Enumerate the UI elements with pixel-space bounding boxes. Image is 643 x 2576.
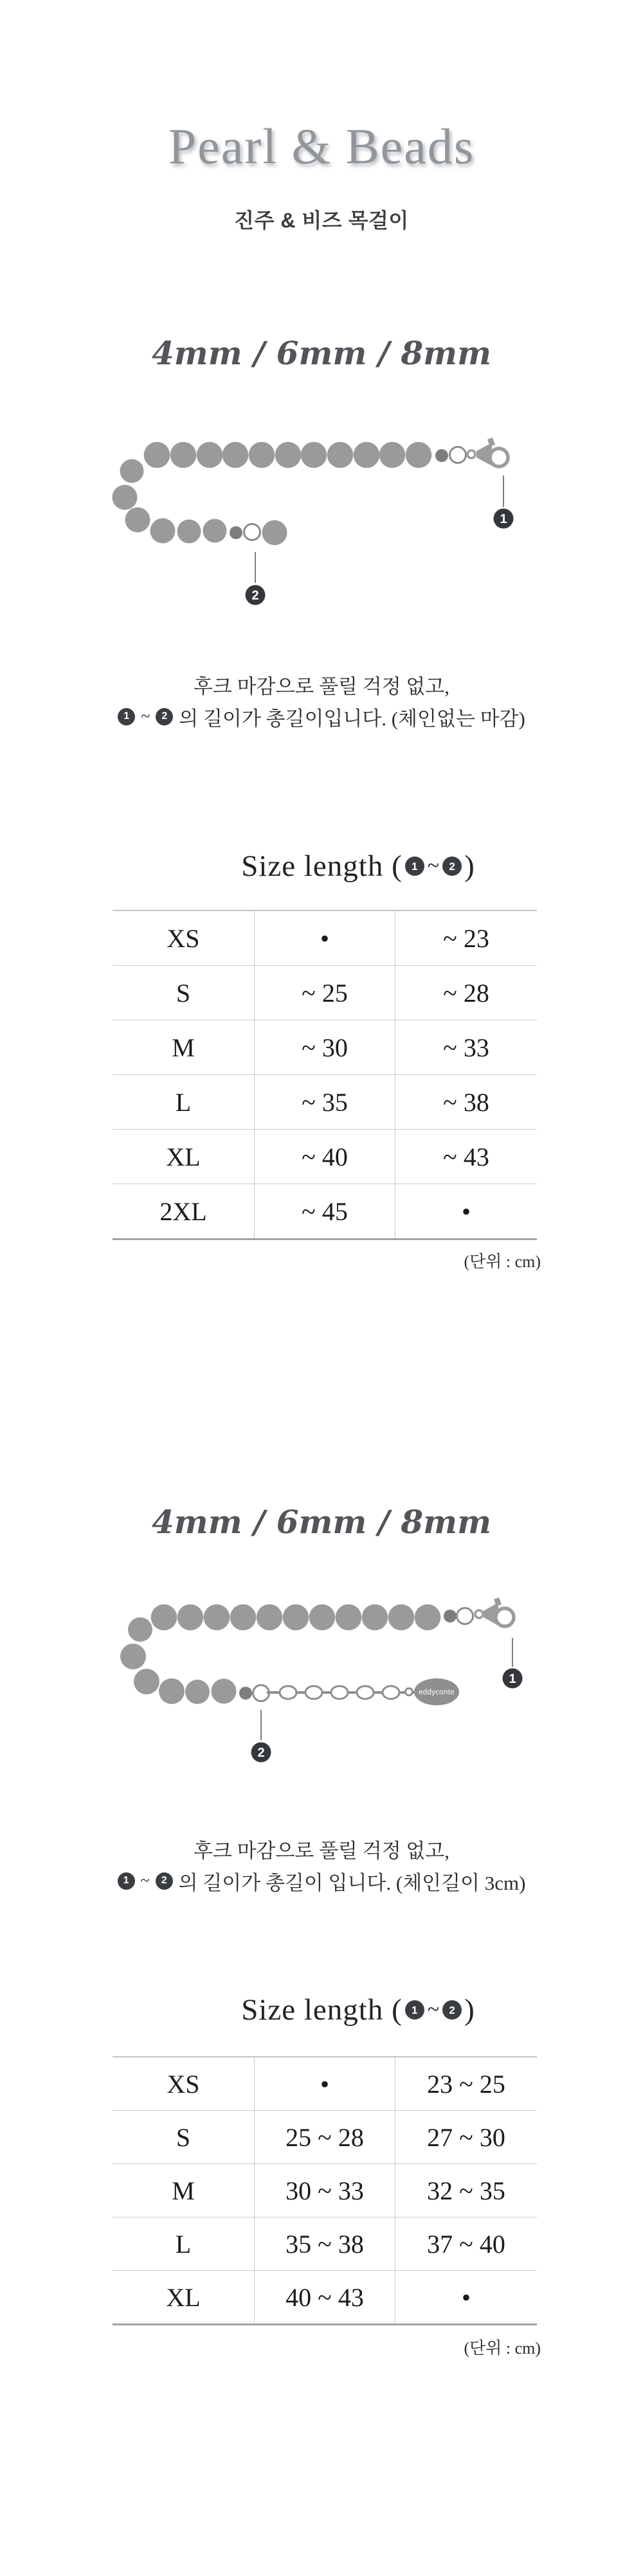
lobster-clasp-icon xyxy=(475,1597,514,1626)
bead xyxy=(275,442,302,468)
bead xyxy=(113,485,138,510)
size-length-heading-2 xyxy=(37,1991,643,2029)
necklace-diagram-2 xyxy=(96,1587,553,1773)
table-row xyxy=(113,2057,537,2110)
necklace-diagram-1 xyxy=(96,431,553,617)
bead xyxy=(150,519,176,544)
bead xyxy=(177,520,201,544)
length-cell: ~ 43 xyxy=(443,1142,489,1171)
length-cell: 32 ~ 35 xyxy=(427,2176,505,2205)
table-row xyxy=(113,2217,537,2270)
bead-size-label-2: 4mm / 6mm / 8mm xyxy=(152,1503,491,1541)
bead xyxy=(125,508,150,533)
tilde: ~ xyxy=(140,1871,150,1890)
jump-ring xyxy=(244,524,260,540)
unit-note: (단위 : cm) xyxy=(464,1252,541,1271)
bead xyxy=(379,442,406,468)
brand-tag xyxy=(414,1678,459,1705)
marker-2-badge: 2 xyxy=(156,708,173,725)
bead xyxy=(283,1604,309,1631)
marker-1-badge xyxy=(503,1669,523,1689)
size-cell: L xyxy=(175,2229,192,2259)
marker-2-badge xyxy=(251,1743,271,1763)
length-cell: 35 ~ 38 xyxy=(254,2217,395,2270)
length-cell: ~ 30 xyxy=(254,1020,395,1074)
svg-text:eddyconte: eddyconte xyxy=(419,1689,455,1696)
jump-ring xyxy=(457,1608,473,1624)
bead xyxy=(406,442,432,468)
bead xyxy=(222,442,249,468)
closure-note-2 xyxy=(0,1836,643,1896)
bead xyxy=(257,1604,283,1631)
bead xyxy=(362,1604,388,1631)
connector-bead xyxy=(230,526,242,539)
bead xyxy=(144,442,170,468)
length-cell: 37 ~ 40 xyxy=(427,2229,505,2259)
closure-note-1 xyxy=(0,672,643,731)
bead xyxy=(134,1669,159,1694)
length-cell: ~ 33 xyxy=(443,1033,489,1062)
length-cell: ~ 45 xyxy=(254,1184,395,1238)
table-row xyxy=(113,1020,537,1074)
bead xyxy=(120,1644,146,1669)
size-cell: XL xyxy=(166,1142,201,1171)
bead xyxy=(336,1604,362,1631)
table-row xyxy=(113,965,537,1020)
bead xyxy=(354,442,380,468)
table-row xyxy=(113,1074,537,1129)
table-row xyxy=(113,911,537,965)
note-line-2-text: 의 길이가 총길이 입니다. (체인길이 3cm) xyxy=(178,1871,526,1894)
length-cell: ~ 23 xyxy=(443,923,489,953)
length-cell: 27 ~ 30 xyxy=(427,2122,505,2152)
bead-size-label-1: 4mm / 6mm / 8mm xyxy=(152,334,491,372)
connector-bead xyxy=(435,449,448,462)
note-line-2 xyxy=(0,702,643,731)
chain-link xyxy=(305,1686,322,1699)
extension-chain xyxy=(267,1686,417,1699)
size-cell: XS xyxy=(167,2069,200,2099)
bead xyxy=(212,1679,237,1704)
size-table-1 xyxy=(113,910,537,1240)
length-cell: • xyxy=(254,2057,395,2110)
size-cell: XL xyxy=(166,2282,201,2312)
marker-2-badge: 2 xyxy=(156,1872,173,1890)
tilde: ~ xyxy=(141,707,150,725)
connector-bead xyxy=(444,1610,457,1622)
size-cell: L xyxy=(175,1087,192,1117)
size-cell: S xyxy=(176,978,191,1008)
size-cell: S xyxy=(176,2122,191,2152)
bead xyxy=(177,1604,204,1631)
length-cell: 40 ~ 43 xyxy=(254,2271,395,2323)
marker-1-badge: 1 xyxy=(405,2000,424,2020)
jump-ring xyxy=(253,1685,269,1701)
bead xyxy=(203,519,227,543)
bead xyxy=(230,1604,257,1631)
page-title: Pearl & Beads xyxy=(168,118,475,174)
table-row xyxy=(113,2110,537,2163)
bead-strand xyxy=(113,442,432,546)
svg-text:1: 1 xyxy=(509,1672,516,1686)
length-cell: 30 ~ 33 xyxy=(254,2164,395,2217)
marker-1-badge: 1 xyxy=(405,857,424,876)
note-line-1: 후크 마감으로 풀릴 걱정 없고, xyxy=(193,675,450,698)
size-cell: M xyxy=(172,2176,195,2205)
length-cell: ~ 35 xyxy=(254,1075,395,1129)
table-row xyxy=(113,1184,537,1238)
length-cell: ~ 28 xyxy=(443,978,489,1008)
marker-2-badge: 2 xyxy=(442,857,462,876)
length-cell: ~ 40 xyxy=(254,1130,395,1184)
bead xyxy=(159,1678,185,1704)
chain-link xyxy=(331,1686,348,1699)
heading-text: Size length ( xyxy=(241,849,403,883)
length-cell: • xyxy=(461,1196,471,1226)
bead xyxy=(120,459,144,483)
table-row xyxy=(113,1129,537,1184)
bead xyxy=(249,442,275,468)
unit-note: (단위 : cm) xyxy=(464,2339,541,2358)
marker-2-badge: 2 xyxy=(442,2000,462,2020)
jump-ring xyxy=(450,447,466,463)
note-line-1: 후크 마감으로 풀릴 걱정 없고, xyxy=(193,1840,450,1862)
size-cell: M xyxy=(172,1033,195,1062)
bead xyxy=(204,1604,230,1631)
length-cell: 25 ~ 28 xyxy=(254,2111,395,2163)
chain-link xyxy=(280,1686,296,1699)
tilde: ~ xyxy=(427,1998,440,2021)
chain-link xyxy=(383,1686,399,1699)
bead xyxy=(128,1617,152,1642)
chain-link xyxy=(357,1686,374,1699)
table-row xyxy=(113,2163,537,2217)
bead xyxy=(185,1680,210,1704)
size-table-2 xyxy=(113,2056,537,2325)
svg-text:1: 1 xyxy=(500,512,507,526)
bead xyxy=(262,520,287,546)
chain-ring xyxy=(406,1689,413,1696)
bead xyxy=(301,442,327,468)
length-cell: 23 ~ 25 xyxy=(427,2069,505,2099)
bead xyxy=(327,442,354,468)
page-subtitle: 진주 & 비즈 목걸이 xyxy=(234,209,409,232)
table-row xyxy=(113,2270,537,2323)
marker-1-badge: 1 xyxy=(118,1872,135,1890)
marker-2-badge xyxy=(246,585,266,605)
length-cell: ~ 25 xyxy=(254,966,395,1020)
heading-text: ) xyxy=(464,849,475,883)
heading-text: Size length ( xyxy=(241,1993,403,2027)
length-cell: • xyxy=(254,911,395,965)
note-line-2 xyxy=(0,1866,643,1896)
marker-1-badge: 1 xyxy=(118,708,135,725)
bead xyxy=(415,1604,441,1631)
lobster-clasp-icon xyxy=(467,438,508,466)
size-length-heading-1 xyxy=(37,848,643,885)
connector-bead xyxy=(239,1687,252,1700)
svg-text:2: 2 xyxy=(251,589,259,603)
size-cell: 2XL xyxy=(159,1196,207,1226)
bead xyxy=(388,1604,415,1631)
tilde: ~ xyxy=(427,854,440,878)
bead xyxy=(197,442,223,468)
svg-text:2: 2 xyxy=(257,1746,265,1760)
length-cell: • xyxy=(461,2282,471,2312)
length-cell: ~ 38 xyxy=(443,1087,489,1117)
note-line-2-text: 의 길이가 총길이입니다. (체인없는 마감) xyxy=(179,707,525,730)
marker-1-badge xyxy=(494,509,514,529)
bead xyxy=(170,442,197,468)
heading-text: ) xyxy=(464,1993,475,2027)
bead xyxy=(151,1604,177,1631)
bead xyxy=(309,1604,336,1631)
size-cell: XS xyxy=(167,923,200,953)
